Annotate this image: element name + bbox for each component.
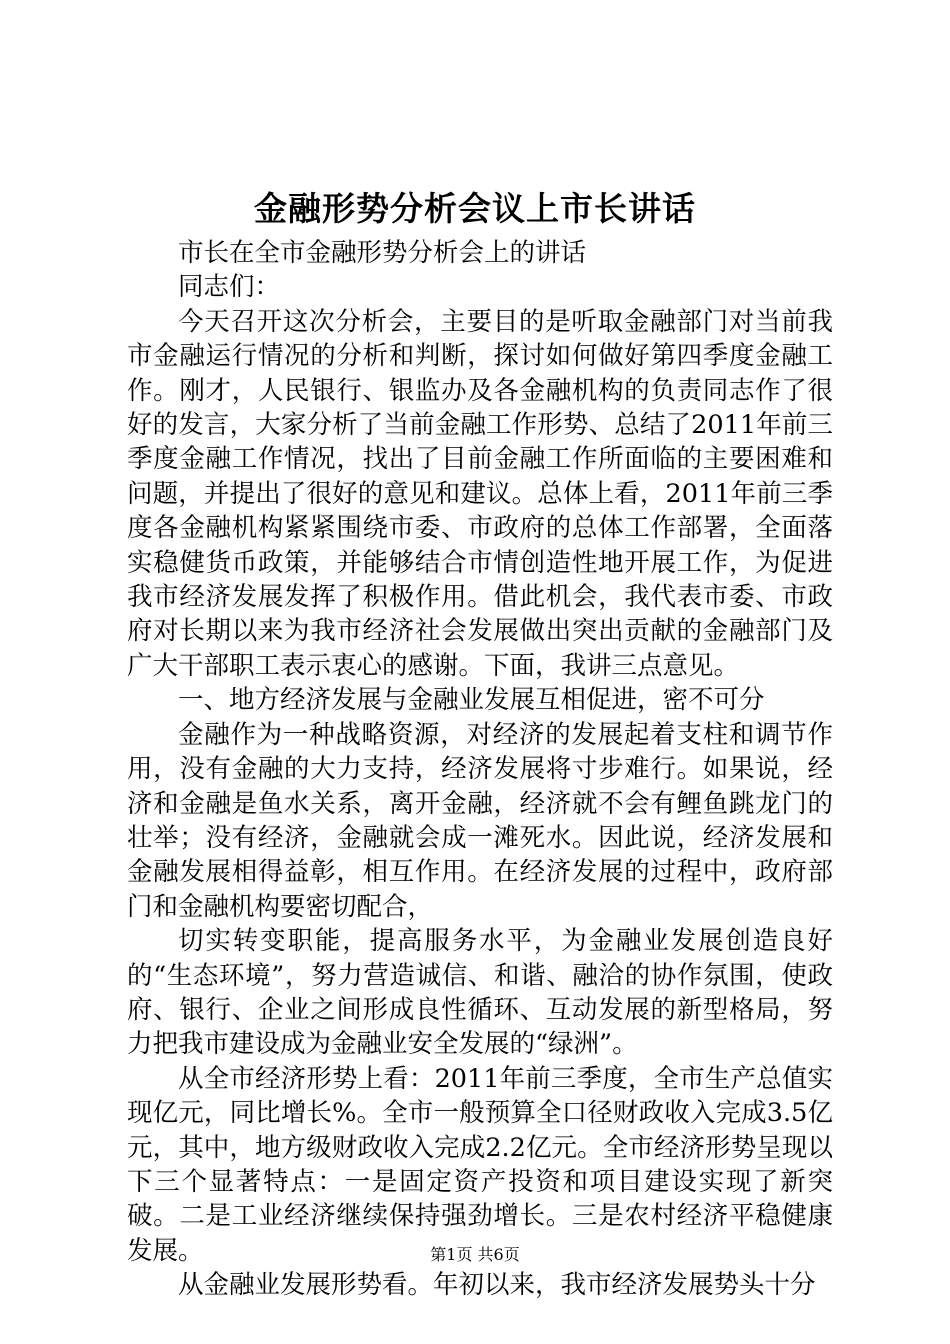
body-paragraph: 从全市经济形势上看：2011年前三季度，全市生产总值实现亿元，同比增长%。全市一般预算全口径财政收入完成3.5亿元，其中，地方级财政收入完成2.2亿元。全市经济形势呈现以下三个显著特点：一是固定资产投资和项目建设实现了新突破。二是工业经济继续保持强劲增长。三是农村经济平稳健康发展。 <box>127 1063 833 1266</box>
section-heading: 一、地方经济发展与金融业发展互相促进，密不可分 <box>178 685 765 716</box>
document-body <box>127 236 833 1303</box>
subtitle-paragraph: 市长在全市金融形势分析会上的讲话 <box>178 238 587 268</box>
salutation-paragraph: 同志们： <box>178 272 281 303</box>
document-title: 金融形势分析会议上市长讲话 <box>254 189 696 228</box>
body-paragraph: 金融作为一种战略资源，对经济的发展起着支柱和调节作用，没有金融的大力支持，经济发展将寸步难行。如果说，经济和金融是鱼水关系，离开金融，经济就不会有鲤鱼跳龙门的壮举；没有经济，金融就会成一滩死水。因此说，经济发展和金融发展相得益彰，相互作用。在经济发展的过程中，政府部门和金融机构要密切配合， <box>127 719 833 922</box>
body-paragraph: 今天召开这次分析会，主要目的是听取金融部门对当前我市金融运行情况的分析和判断，探讨如何做好第四季度金融工作。刚才，人民银行、银监办及各金融机构的负责同志作了很好的发言，大家分析了当前金融工作形势、总结了2011年前三季度金融工作情况，找出了目前金融工作所面临的主要困难和问题，并提出了很好的意见和建议。总体上看，2011年前三季度各金融机构紧紧围绕市委、市政府的总体工作部署，全面落实稳健货币政策，并能够结合市情创造性地开展工作，为促进我市经济发展发挥了积极作用。借此机会，我代表市委、市政府对长期以来为我市经济社会发展做出突出贡献的金融部门及广大干部职工表示衷心的感谢。下面，我讲三点意见。 <box>127 306 833 681</box>
body-paragraph: 从金融业发展形势看。年初以来，我市经济发展势头十分 <box>178 1270 816 1301</box>
page-number-footer: 第1页 共6页 <box>430 1245 520 1264</box>
body-paragraph: 切实转变职能，提高服务水平，为金融业发展创造良好的“生态环境”，努力营造诚信、和谐、融洽的协作氛围，使政府、银行、企业之间形成良性循环、互动发展的新型格局，努力把我市建设成为金融业安全发展的“绿洲”。 <box>127 926 833 1060</box>
